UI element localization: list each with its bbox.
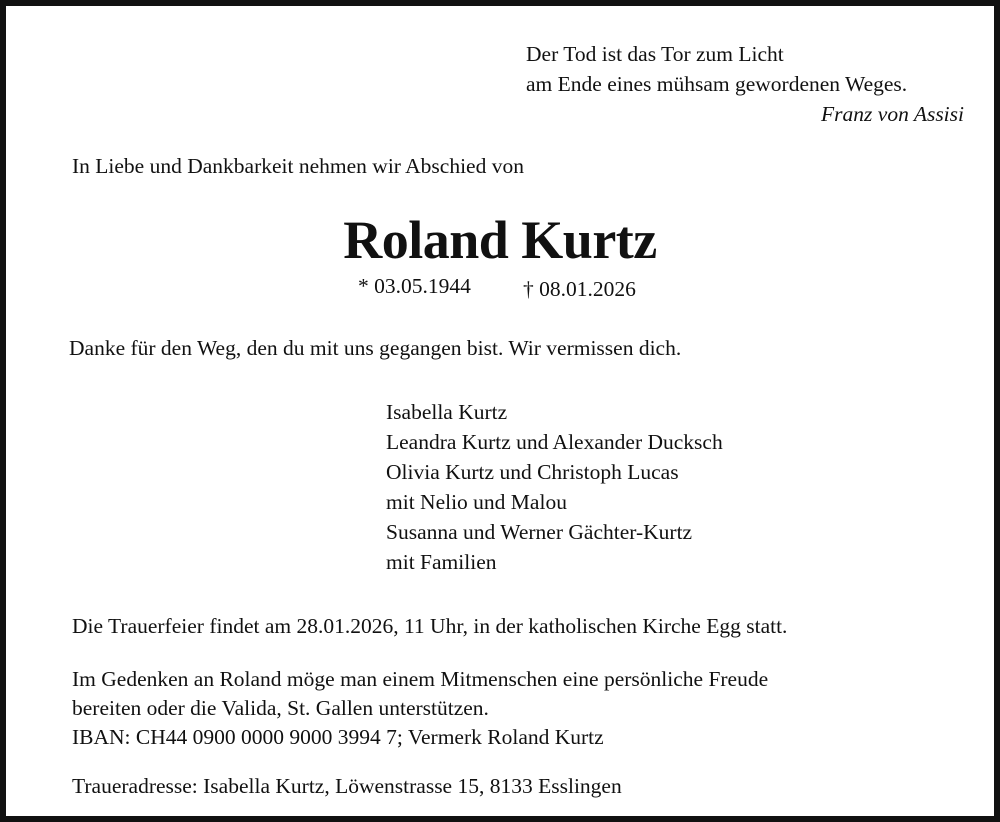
- mourner-line: mit Nelio und Malou: [386, 490, 567, 514]
- funeral-service-info: Die Trauerfeier findet am 28.01.2026, 11 Uhr, in der katholischen Kirche Egg statt.: [72, 614, 788, 638]
- birth-date: * 03.05.1944: [358, 274, 471, 298]
- memorial-line: bereiten oder die Valida, St. Gallen unterstützen.: [72, 696, 489, 720]
- mourning-address: Traueradresse: Isabella Kurtz, Löwenstrasse 15, 8133 Esslingen: [72, 774, 622, 798]
- intro-text: In Liebe und Dankbarkeit nehmen wir Abschied von: [72, 154, 524, 178]
- mourners-list: [386, 397, 723, 577]
- mourner-line: Isabella Kurtz: [386, 400, 508, 424]
- death-date: † 08.01.2026: [523, 277, 636, 301]
- iban-line: IBAN: CH44 0900 0000 9000 3994 7; Vermerk Roland Kurtz: [72, 725, 604, 749]
- quote-author: Franz von Assisi: [821, 102, 964, 126]
- quote-line: Der Tod ist das Tor zum Licht: [526, 42, 784, 66]
- memorial-line: Im Gedenken an Roland möge man einem Mitmenschen eine persönliche Freude: [72, 667, 769, 691]
- mourner-line: Susanna und Werner Gächter-Kurtz: [386, 520, 693, 544]
- thanks-text: Danke für den Weg, den du mit uns gegangen bist. Wir vermissen dich.: [69, 336, 682, 360]
- memorial-donation-info: [72, 664, 768, 751]
- mourner-line: Olivia Kurtz und Christoph Lucas: [386, 460, 679, 484]
- mourner-line: Leandra Kurtz und Alexander Ducksch: [386, 430, 723, 454]
- epigraph-quote: [526, 39, 964, 129]
- mourner-line: mit Familien: [386, 550, 497, 574]
- quote-line: am Ende eines mühsam gewordenen Weges.: [526, 72, 908, 96]
- deceased-name: Roland Kurtz: [343, 210, 657, 270]
